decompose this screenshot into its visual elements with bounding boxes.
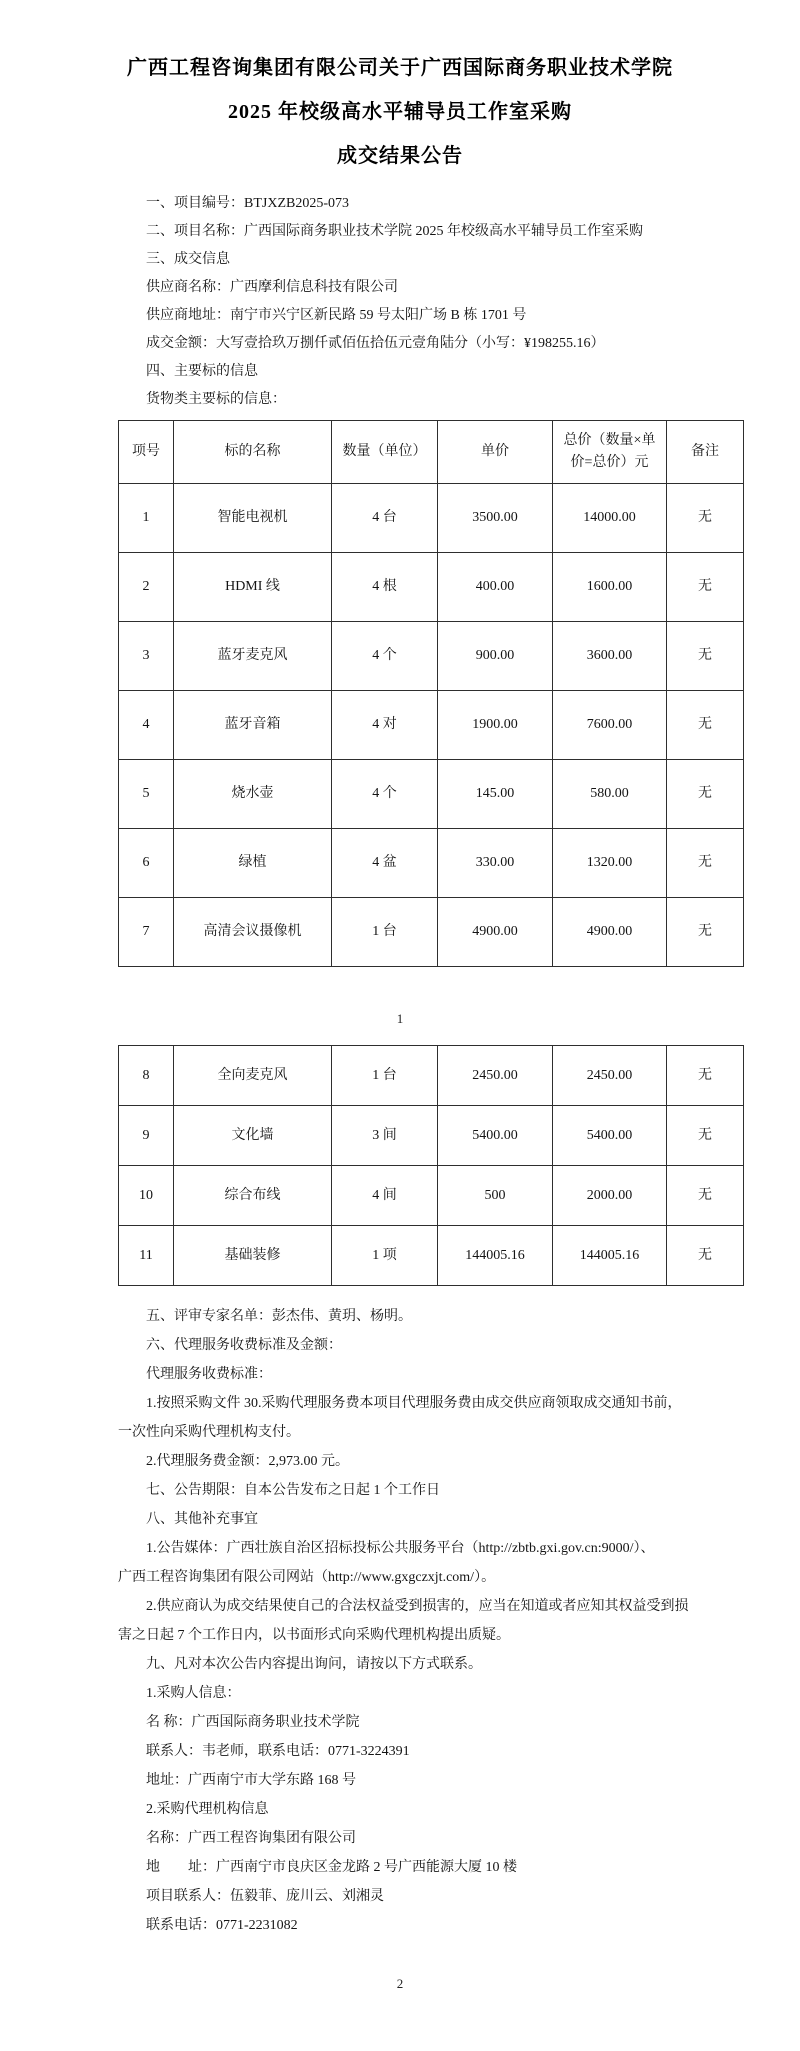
paragraph-line: 2.供应商认为成交结果使自己的合法权益受到损害的，应当在知道或者应知其权益受到损: [146, 1599, 689, 1614]
paragraph-line: 1.采购人信息：: [146, 1686, 241, 1701]
paragraph-line: 地址：广西南宁市大学东路 168 号: [146, 1773, 356, 1788]
table-row: [119, 1166, 744, 1226]
table-cell: 无: [667, 484, 744, 553]
table-cell: 8: [119, 1046, 174, 1106]
table-cell: 5400.00: [438, 1106, 553, 1166]
goods-table-page1: [118, 420, 744, 967]
table-row: [119, 898, 744, 967]
table-cell: 4900.00: [438, 898, 553, 967]
document-title-line-2: 2025 年校级高水平辅导员工作室采购: [228, 101, 572, 123]
paragraph-line: 1.公告媒体：广西壮族自治区招标投标公共服务平台（http://zbtb.gxi.gov.cn:9000/）、: [146, 1541, 655, 1556]
paragraph-line: 地 址：广西南宁市良庆区金龙路 2 号广西能源大厦 10 楼: [146, 1860, 517, 1875]
table-cell: 2450.00: [553, 1046, 667, 1106]
paragraph-line: 八、其他补充事宜: [146, 1512, 258, 1527]
paragraph-line: 四、主要标的信息: [146, 364, 258, 379]
paragraph-line: 供应商地址：南宁市兴宁区新民路 59 号太阳广场 B 栋 1701 号: [146, 308, 527, 323]
table-cell: 7600.00: [553, 691, 667, 760]
table-cell: 4 间: [332, 1166, 438, 1226]
table-cell: 无: [667, 1046, 744, 1106]
table-cell: 900.00: [438, 622, 553, 691]
paragraph-line: 成交金额：大写壹拾玖万捌仟贰佰伍拾伍元壹角陆分（小写：¥198255.16）: [146, 336, 605, 351]
page-number-1: 1: [396, 1011, 404, 1026]
table-cell: 5400.00: [553, 1106, 667, 1166]
table-cell: 基础装修: [174, 1226, 332, 1286]
paragraph-line: 2.采购代理机构信息: [146, 1802, 269, 1817]
table-row: [119, 553, 744, 622]
table-cell: 11: [119, 1226, 174, 1286]
table-cell: 1320.00: [553, 829, 667, 898]
table-row: [119, 1106, 744, 1166]
table-cell: 蓝牙麦克风: [174, 622, 332, 691]
page-number-2: 2: [396, 1976, 404, 1991]
table-cell: 330.00: [438, 829, 553, 898]
document-title-line-3: 成交结果公告: [337, 145, 463, 167]
table-cell: 无: [667, 829, 744, 898]
col-header-item-name: 标的名称: [174, 421, 332, 484]
col-header-remark: 备注: [667, 421, 744, 484]
goods-table-page2: [118, 1045, 744, 1286]
table-cell: 全向麦克风: [174, 1046, 332, 1106]
paragraph-line: 一次性向采购代理机构支付。: [118, 1425, 300, 1440]
table-cell: 6: [119, 829, 174, 898]
table-cell: 4 台: [332, 484, 438, 553]
table-cell: 无: [667, 553, 744, 622]
table-cell: 3500.00: [438, 484, 553, 553]
col-header-unit-price: 单价: [438, 421, 553, 484]
table-cell: 无: [667, 760, 744, 829]
table-cell: 7: [119, 898, 174, 967]
table-cell: 1900.00: [438, 691, 553, 760]
table-cell: 无: [667, 1106, 744, 1166]
table-row: [119, 691, 744, 760]
table-cell: 蓝牙音箱: [174, 691, 332, 760]
paragraph-line: 代理服务收费标准：: [146, 1367, 272, 1382]
paragraph-line: 货物类主要标的信息：: [146, 392, 286, 407]
table-cell: 1 台: [332, 1046, 438, 1106]
table-header-row: [119, 421, 744, 484]
table-cell: 1 台: [332, 898, 438, 967]
table-row: [119, 1226, 744, 1286]
table-cell: 文化墙: [174, 1106, 332, 1166]
table-cell: 高清会议摄像机: [174, 898, 332, 967]
paragraph-line: 2.代理服务费金额：2,973.00 元。: [146, 1454, 349, 1469]
paragraph-line: 名 称：广西国际商务职业技术学院: [146, 1715, 360, 1730]
table-cell: 4900.00: [553, 898, 667, 967]
paragraph-line: 1.按照采购文件 30.采购代理服务费本项目代理服务费由成交供应商领取成交通知书前，: [146, 1396, 682, 1411]
table-cell: 4: [119, 691, 174, 760]
table-cell: 2: [119, 553, 174, 622]
table-cell: 4 对: [332, 691, 438, 760]
paragraph-line: 二、项目名称：广西国际商务职业技术学院 2025 年校级高水平辅导员工作室采购: [146, 224, 643, 239]
paragraph-line: 项目联系人：伍毅菲、庞川云、刘湘灵: [146, 1889, 384, 1904]
table-cell: 4 根: [332, 553, 438, 622]
table-cell: 2000.00: [553, 1166, 667, 1226]
paragraph-line: 广西工程咨询集团有限公司网站（http://www.gxgczxjt.com/）。: [118, 1570, 496, 1585]
col-header-total-price: 总价（数量×单价=总价）元: [553, 421, 667, 484]
paragraph-line: 一、项目编号：BTJXZB2025-073: [146, 196, 349, 211]
table-cell: 无: [667, 622, 744, 691]
table-cell: 1 项: [332, 1226, 438, 1286]
table-row: [119, 622, 744, 691]
table-cell: 144005.16: [438, 1226, 553, 1286]
table-cell: 无: [667, 1226, 744, 1286]
document-title: [0, 0, 800, 178]
paragraph-line: 七、公告期限：自本公告发布之日起 1 个工作日: [146, 1483, 440, 1498]
table-cell: 14000.00: [553, 484, 667, 553]
table-cell: 5: [119, 760, 174, 829]
table-cell: 4 个: [332, 622, 438, 691]
paragraph-line: 联系电话：0771-2231082: [146, 1918, 298, 1933]
table-row: [119, 1046, 744, 1106]
table-cell: 145.00: [438, 760, 553, 829]
table-cell: 2450.00: [438, 1046, 553, 1106]
table-cell: 10: [119, 1166, 174, 1226]
paragraph-line: 六、代理服务收费标准及金额：: [146, 1338, 342, 1353]
col-header-item-no: 项号: [119, 421, 174, 484]
paragraph-line: 供应商名称：广西摩利信息科技有限公司: [146, 280, 398, 295]
paragraph-line: 五、评审专家名单：彭杰伟、黄玥、杨明。: [146, 1309, 412, 1324]
table-cell: 烧水壶: [174, 760, 332, 829]
goods-table-header: [119, 421, 744, 484]
table-cell: 无: [667, 898, 744, 967]
table-cell: 3 间: [332, 1106, 438, 1166]
table-cell: 144005.16: [553, 1226, 667, 1286]
table-row: [119, 484, 744, 553]
intro-paragraphs: [118, 190, 718, 414]
document-title-line-1: 广西工程咨询集团有限公司关于广西国际商务职业技术学院: [127, 57, 673, 79]
table-cell: 3: [119, 622, 174, 691]
table-cell: 绿植: [174, 829, 332, 898]
table-cell: 500: [438, 1166, 553, 1226]
table-cell: 9: [119, 1106, 174, 1166]
table-cell: 智能电视机: [174, 484, 332, 553]
table-cell: HDMI 线: [174, 553, 332, 622]
table-cell: 综合布线: [174, 1166, 332, 1226]
table-cell: 580.00: [553, 760, 667, 829]
table-cell: 无: [667, 1166, 744, 1226]
table-cell: 4 个: [332, 760, 438, 829]
paragraph-line: 联系人：韦老师，联系电话：0771-3224391: [146, 1744, 410, 1759]
table-row: [119, 760, 744, 829]
paragraph-line: 三、成交信息: [146, 252, 230, 267]
table-cell: 无: [667, 691, 744, 760]
table-cell: 400.00: [438, 553, 553, 622]
table-cell: 1: [119, 484, 174, 553]
closing-paragraphs: [118, 1302, 718, 1940]
paragraph-line: 名称：广西工程咨询集团有限公司: [146, 1831, 356, 1846]
table-row: [119, 829, 744, 898]
table-cell: 4 盆: [332, 829, 438, 898]
col-header-quantity: 数量（单位）: [332, 421, 438, 484]
paragraph-line: 九、凡对本次公告内容提出询问，请按以下方式联系。: [146, 1657, 482, 1672]
paragraph-line: 害之日起 7 个工作日内，以书面形式向采购代理机构提出质疑。: [118, 1628, 510, 1643]
table-cell: 3600.00: [553, 622, 667, 691]
table-cell: 1600.00: [553, 553, 667, 622]
